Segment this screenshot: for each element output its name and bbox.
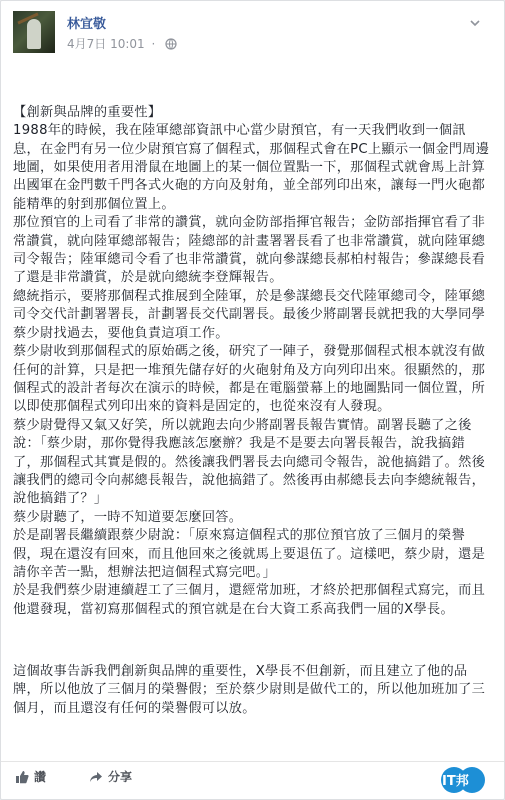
share-arrow-icon [89, 770, 103, 784]
share-label: 分享 [108, 770, 133, 784]
post-content [13, 67, 491, 762]
post-header [13, 11, 483, 59]
watermark-sub: 幫忙 [484, 785, 498, 793]
like-label: 讚 [34, 770, 47, 784]
separator-dot: · [151, 37, 156, 51]
thumbs-up-icon [15, 770, 29, 784]
like-button[interactable] [15, 768, 46, 785]
ithome-logo [432, 765, 498, 795]
post-meta [67, 35, 177, 52]
avatar[interactable] [13, 11, 55, 53]
post-date[interactable]: 4月7日 [67, 37, 107, 51]
post-time[interactable]: 10:01 [110, 37, 145, 51]
post-paragraph: 這個故事告訴我們創新與品牌的重要性，X學長不但創新，而且建立了他的品牌，所以他放了三個月的榮譽假；至於蔡少尉則是做代工的，所以他加班加了三個月，而且還沒有任何的榮譽假可以放。 [13, 664, 486, 716]
post-paragraph: 【創新與品牌的重要性】 1988年的時候，我在陸軍總部資訊中心當少尉預官，有一天我們收到一個訊息，在金門有另一位少尉預官寫了個程式，那個程式會在PC上顯示一個金門周邊地圖，如果使用者用滑鼠在地圖上的某一個位置點一下，那個程式就會馬上計算出國軍在金門數千門各式火砲的方向及射角，並全部列印出來，讓每一門火砲都能精準的射到那個位置上。 那位預官的上司看了非常的讚賞，就向金防部指揮官報告；金防部指揮官看了非常讚賞，就向陸軍總部報告；陸總部的計畫署署長看了也非常讚賞，就向陸軍總司令報告；陸軍總司令看了也非常讚賞，就向參謀總長郝柏村報告；參謀總長看了還是非常讚賞，於是就向總統李登輝報告。 總統指示，要將那個程式推展到全陸軍，於是參謀總長交代陸軍總司令，陸軍總司令交代計劃署署長，計劃署長交代副署長。最後少將副署長就把我的大學同學蔡少尉找過去，要他負責這項工作。 蔡少尉收到那個程式的原始碼之後，研究了一陣子，發覺那個程式根本就沒有做任何的計算，只是把一堆預先儲存好的火砲射角及方向列印出來。很顯然的，那個程式的設計者每次在演示的時候，都是在電腦螢幕上的地圖點同一個位置，所以即使那個程式列印出來的資料是固定的，也從來沒有人發現。 蔡少尉覺得又氣又好笑，所以就跑去向少將副署長報告實情。副署長聽了之後說：「蔡少尉，那你覺得我應該怎麼辦？我是不是要去向署長報告，說我搞錯了，那個程式其實是假的。然後讓我們署長去向總司令報告，說他搞錯了。然後讓我們的總司令向郝總長報告，說他搞錯了。然後再由郝總長去向李總統報告，說他搞錯了？」 蔡少尉聽了，一時不知道要怎麼回答。 於是副署長繼續跟蔡少尉說：「原來寫這個程式的那位預官放了三個月的榮譽假，現在還沒有回來，而且他回來之後就馬上要退伍了。這樣吧，蔡少尉，還是請你辛苦一點，想辦法把這個程式寫完吧。」 於是我們蔡少尉連續趕工了三個月，還經常加班，才終於把那個程式寫完，而且他還發現，當初寫那個程式的預官就是在台大資工系高我們一屆的X學長。 [13, 104, 490, 617]
figure-shape [27, 19, 41, 49]
watermark-main: IT邦 [442, 774, 469, 789]
chevron-down-icon[interactable] [467, 15, 483, 31]
globe-icon[interactable] [165, 38, 177, 50]
share-button[interactable] [89, 768, 132, 785]
author-name[interactable]: 林宜敬 [67, 17, 107, 32]
action-bar [1, 761, 504, 792]
